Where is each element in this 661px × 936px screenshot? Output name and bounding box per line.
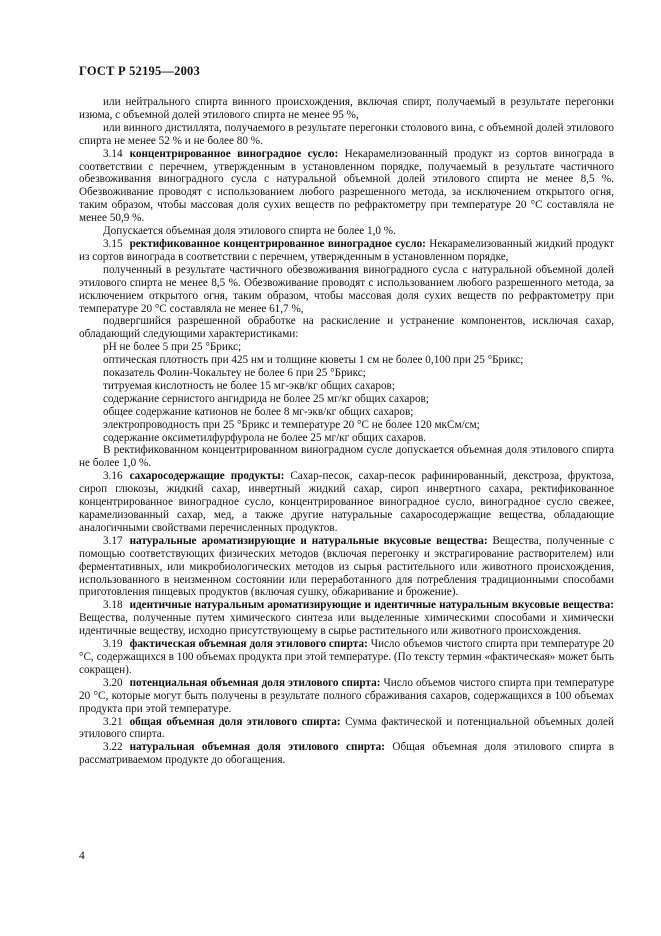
term-label: ректификованное концентрированное виноградное сусло:	[129, 237, 426, 250]
paragraph-text: В ректификованном концентрированном виноградном сусле допускается объемная доля этилового спирта не более 1,0 %.	[79, 444, 614, 470]
paragraph-text: полученный в результате частичного обезвоживания виноградного сусла с натуральной объемной долей этилового спирта не менее 8,5 %. Обезвоживание проводят с использованием любого разрешенного метода, за исключением открытого огня, таким образом, чтобы массовая доля сухих веществ по рефрактометру при температуре 20 °С составляла не менее 61,7 %,	[79, 263, 614, 315]
term-definition-paragraph	[79, 470, 614, 535]
characteristic-list-item	[79, 406, 614, 419]
clause-number: 3.15	[103, 237, 123, 250]
term-label: идентичные натуральным ароматизирующие и идентичные натуральным вкусовые вещества:	[129, 599, 614, 612]
paragraph-text: или винного дистиллята, получаемого в результате перегонки столового вина, с объемной долей этилового спирта не менее 52 % и не более 80 %.	[79, 121, 614, 147]
clause-number: 3.16	[103, 470, 123, 483]
paragraph-text: подвергшийся разрешенной обработке на раскисление и устранение компонентов, исключая сахар, обладающий следующими характеристиками:	[79, 315, 614, 341]
paragraph-text: содержание сернистого ангидрида не более 25 мг/кг общих сахаров;	[103, 392, 429, 405]
paragraph-text: Некарамелизованный жидкий продукт из сортов винограда в соответствии с перечнем, утвержденным в установленном порядке,	[79, 237, 615, 263]
paragraph-text: Некарамелизованный продукт из сортов винограда в соответствии с перечнем, утвержденным в установленном порядке, получаемый в результате частичного обезвоживания виноградного сусла с натуральной объемной долей этилового спирта не менее 8,5 %. Обезвоживание проводят с использованием любого разрешенного метода, за исключением открытого огня, таким образом, чтобы массовая доля сухих веществ по рефрактометру при температуре 20 °С составляла не менее 50,9 %.	[79, 147, 614, 225]
paragraph-text: Допускается объемная доля этилового спирта не более 1,0 %.	[103, 225, 396, 238]
term-label: потенциальная объемная доля этилового спирта:	[129, 676, 381, 689]
paragraph-text: Вещества, полученные путем химического синтеза или выделенные химическими способами и химически идентичные веществу, исходно присутствующему в сырье растительного или животного происхождения.	[79, 612, 614, 638]
body-paragraph	[79, 264, 614, 316]
characteristic-list-item	[79, 380, 614, 393]
page-number: 4	[79, 850, 85, 862]
clause-number: 3.17	[103, 534, 123, 547]
term-definition-paragraph	[79, 535, 614, 600]
paragraph-text: Общая объемная доля этилового спирта в рассматриваемом продукте до обогащения.	[79, 741, 615, 767]
paragraph-text: титруемая кислотность не более 15 мг-экв/кг общих сахаров;	[103, 379, 395, 392]
term-label: натуральная объемная доля этилового спирта:	[129, 741, 385, 754]
term-definition-paragraph	[79, 716, 614, 742]
body-paragraph	[79, 444, 614, 470]
paragraph-text: электропроводность при 25 °Брикс и температуре 20 °С не более 120 мкСм/см;	[103, 418, 480, 431]
term-definition-paragraph	[79, 599, 614, 638]
body-paragraph	[79, 96, 614, 122]
document-body	[79, 96, 614, 767]
characteristic-list-item	[79, 432, 614, 445]
term-label: общая объемная доля этилового спирта:	[129, 715, 341, 728]
body-paragraph	[79, 315, 614, 341]
term-label: концентрированное виноградное сусло:	[129, 147, 339, 160]
paragraph-text: общее содержание катионов не более 8 мг-экв/кг общих сахаров;	[103, 405, 414, 418]
document-header: ГОСТ Р 52195—2003	[79, 64, 200, 78]
characteristic-list-item	[79, 419, 614, 432]
term-label: натуральные ароматизирующие и натуральные вкусовые вещества:	[129, 534, 488, 547]
paragraph-text: содержание оксиметилфурфурола не более 25 мг/кг общих сахаров.	[103, 431, 427, 444]
term-definition-paragraph	[79, 638, 614, 677]
characteristic-list-item	[79, 393, 614, 406]
characteristic-list-item	[79, 341, 614, 354]
paragraph-text: Число объемов чистого спирта при температуре 20 °С, которые могут быть получены в результате полного сбраживания сахаров, содержащихся в 100 объемах продукта при этой температуре.	[79, 676, 614, 715]
paragraph-text: оптическая плотность при 425 нм и толщине кюветы 1 см не более 0,100 при 25 °Брикс;	[103, 354, 524, 367]
paragraph-text: Вещества, полученные с помощью соответствующих физических методов (включая перегонку и экстрагирование растворителем) или ферментативных, или микробиологических методов из сырья растительного или животного происхождения, использованного в неизменном состоянии или переработанного для потребления традиционными способами приготовления пищевых продуктов (включая сушку, обжаривание и брожение).	[79, 534, 615, 599]
term-label: фактическая объемная доля этилового спирта:	[129, 638, 368, 651]
paragraph-text: Сахар-песок, сахар-песок рафинированный, декстроза, фруктоза, сироп глюкозы, жидкий сахар, инвертный жидкий сахар, сироп инвертного сахара, ректификованное концентрированное виноградное сусло, концентрированное виноградное сусло, виноградное сусло свежее, карамелизованный сахар, мед, а также другие натуральные сахаросодержащие вещества, обладающие аналогичными свойствами перечисленных продуктов.	[79, 470, 614, 534]
paragraph-text: Сумма фактической и потенциальной объемных долей этилового спирта.	[79, 715, 615, 741]
term-definition-paragraph	[79, 741, 614, 767]
body-paragraph	[79, 225, 614, 238]
clause-number: 3.19	[103, 638, 123, 651]
term-definition-paragraph	[79, 238, 614, 264]
term-definition-paragraph	[79, 677, 614, 716]
term-label: сахаросодержащие продукты:	[129, 470, 285, 483]
clause-number: 3.21	[103, 715, 123, 728]
clause-number: 3.22	[103, 741, 123, 754]
paragraph-text: или нейтрального спирта винного происхождения, включая спирт, получаемый в результате перегонки изюма, с объемной долей этилового спирта не менее 95 %,	[79, 96, 614, 121]
characteristic-list-item	[79, 367, 614, 380]
paragraph-text: Число объемов чистого спирта при температуре 20 °С, содержащихся в 100 объемах продукта при этой температуре. (По тексту термин «фактическая» может быть сокращен).	[79, 638, 614, 676]
paragraph-text: рН не более 5 при 25 °Брикс;	[103, 341, 242, 354]
term-definition-paragraph	[79, 148, 614, 225]
clause-number: 3.18	[103, 599, 123, 612]
paragraph-text: показатель Фолин-Чокальтеу не более 6 при 25 °Брикс;	[103, 367, 366, 380]
clause-number: 3.20	[103, 676, 123, 689]
clause-number: 3.14	[103, 147, 123, 160]
characteristic-list-item	[79, 354, 614, 367]
body-paragraph	[79, 122, 614, 148]
